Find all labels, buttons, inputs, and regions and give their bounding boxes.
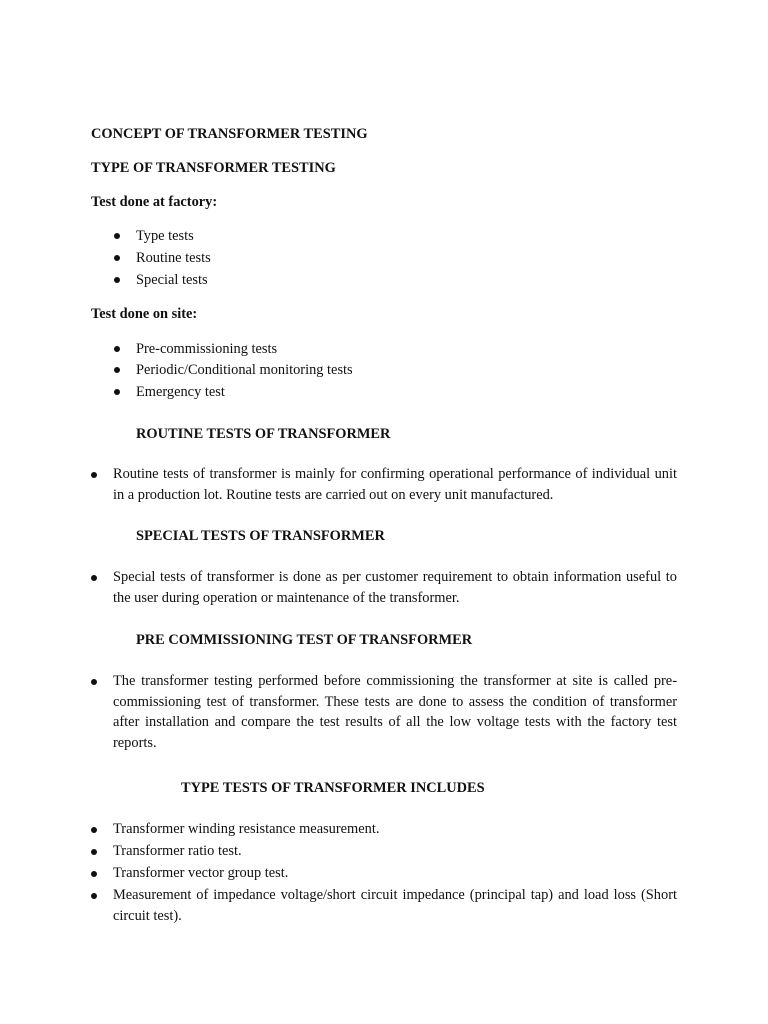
special-heading: SPECIAL TESTS OF TRANSFORMER xyxy=(136,528,385,544)
bullet-icon xyxy=(91,472,97,478)
list-item: Special tests xyxy=(136,272,208,288)
routine-heading: ROUTINE TESTS OF TRANSFORMER xyxy=(136,426,391,442)
factory-label: Test done at factory: xyxy=(91,194,218,210)
list-item: Emergency test xyxy=(136,384,225,400)
list-item: Transformer ratio test. xyxy=(113,843,242,859)
bullet-icon xyxy=(114,233,120,239)
list-item: Pre-commissioning tests xyxy=(136,341,278,357)
list-item: Measurement of impedance voltage/short circuit impedance (principal tap) and load loss (Short circuit test). xyxy=(113,887,677,924)
bullet-icon xyxy=(114,346,120,352)
list-item: Transformer vector group test. xyxy=(113,865,289,881)
precommissioning-paragraph: The transformer testing performed before commissioning the transformer at site is called pre-commissioning test of transformer. These tests are done to assess the condition of transformer after installation and compare the test results of all the low voltage tests with the factory test reports. xyxy=(113,673,677,752)
bullet-icon xyxy=(114,367,120,373)
list-item: Routine tests xyxy=(136,250,211,266)
bullet-icon xyxy=(91,849,97,855)
site-label: Test done on site: xyxy=(91,306,198,322)
type-tests-heading: TYPE TESTS OF TRANSFORMER INCLUDES xyxy=(181,780,485,796)
precommissioning-heading: PRE COMMISSIONING TEST OF TRANSFORMER xyxy=(136,632,473,648)
bullet-icon xyxy=(91,893,97,899)
list-item: Type tests xyxy=(136,228,194,244)
list-item: Transformer winding resistance measurement. xyxy=(113,821,380,837)
document-title: CONCEPT OF TRANSFORMER TESTING xyxy=(91,126,368,142)
list-item: Periodic/Conditional monitoring tests xyxy=(136,362,353,378)
bullet-icon xyxy=(91,871,97,877)
bullet-icon xyxy=(114,389,120,395)
bullet-icon xyxy=(114,277,120,283)
bullet-icon xyxy=(91,679,97,685)
bullet-icon xyxy=(91,827,97,833)
special-paragraph: Special tests of transformer is done as per customer requirement to obtain information useful to the user during operation or maintenance of the transformer. xyxy=(113,569,677,606)
document-subtitle: TYPE OF TRANSFORMER TESTING xyxy=(91,160,336,176)
bullet-icon xyxy=(114,255,120,261)
routine-paragraph: Routine tests of transformer is mainly for confirming operational performance of individual unit in a production lot. Routine tests are carried out on every unit manufactured. xyxy=(113,466,677,503)
bullet-icon xyxy=(91,575,97,581)
